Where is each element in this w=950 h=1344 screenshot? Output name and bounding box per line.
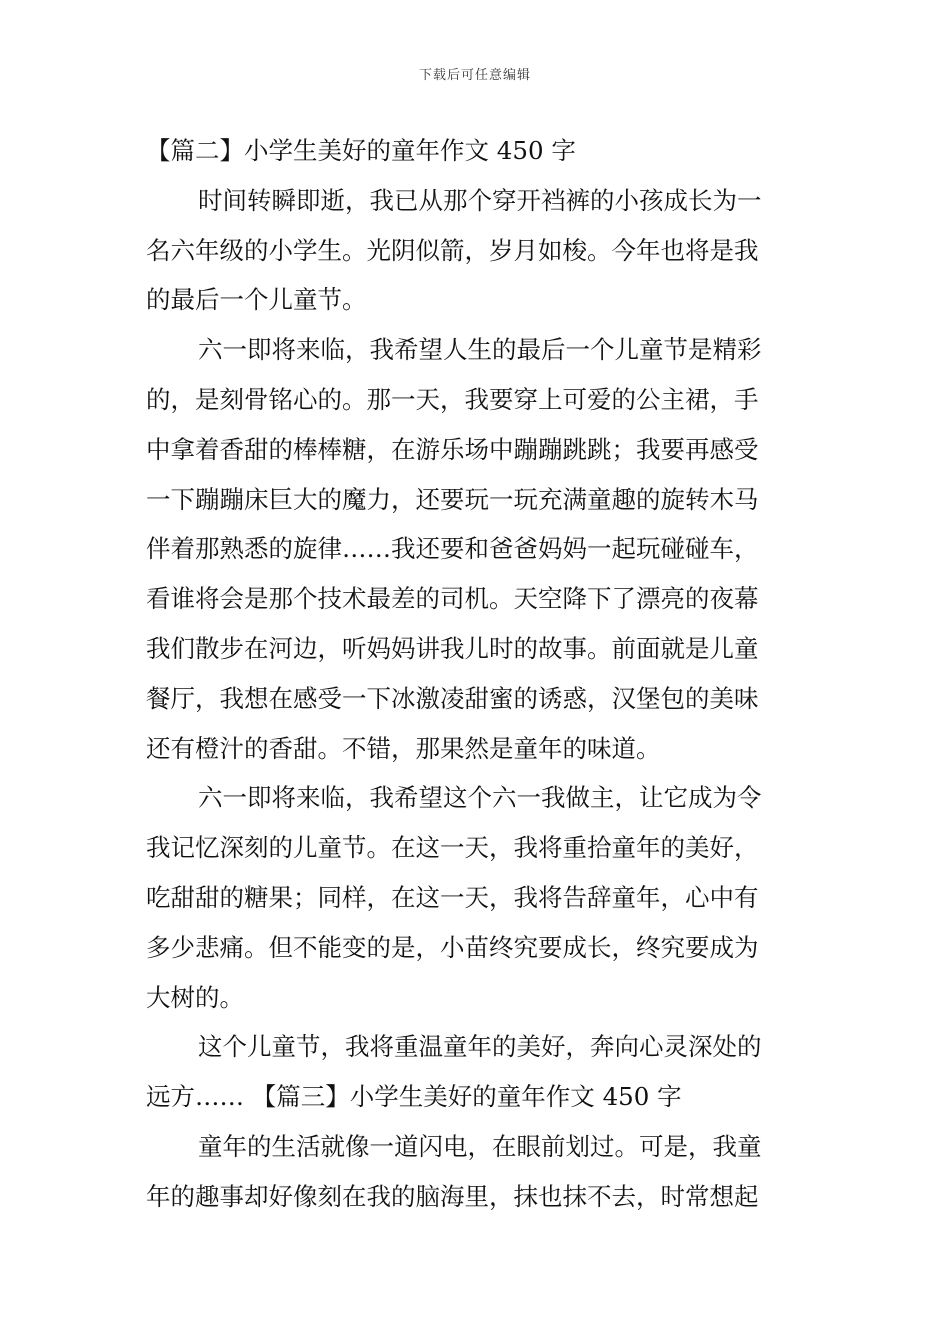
text-line: 这个儿童节，我将重温童年的美好，奔向心灵深处的: [198, 1032, 762, 1062]
text-line: 远方…… 【篇三】小学生美好的童年作文 450 字: [146, 1082, 682, 1112]
text-line: 六一即将来临，我希望人生的最后一个儿童节是精彩: [198, 335, 762, 365]
text-line: 伴着那熟悉的旋律……我还要和爸爸妈妈一起玩碰碰车，: [146, 534, 759, 564]
text-line: 我记忆深刻的儿童节。在这一天，我将重拾童年的美好，: [146, 833, 759, 863]
text-line: 一下蹦蹦床巨大的魔力，还要玩一玩充满童趣的旋转木马: [146, 484, 759, 514]
text-line: 看谁将会是那个技术最差的司机。天空降下了漂亮的夜幕: [146, 584, 759, 614]
text-line: 的最后一个儿童节。: [146, 285, 367, 315]
text-line: 时间转瞬即逝，我已从那个穿开裆裤的小孩成长为一: [198, 185, 762, 215]
text-line: 童年的生活就像一道闪电，在眼前划过。可是，我童: [198, 1131, 762, 1161]
text-line: 吃甜甜的糖果；同样，在这一天，我将告辞童年，心中有: [146, 882, 759, 912]
text-line: 的，是刻骨铭心的。那一天，我要穿上可爱的公主裙，手: [146, 384, 759, 414]
text-line: 还有橙汁的香甜。不错，那果然是童年的味道。: [146, 733, 661, 763]
text-line: 我们散步在河边，听妈妈讲我儿时的故事。前面就是儿童: [146, 633, 759, 663]
text-line: 年的趣事却好像刻在我的脑海里，抹也抹不去，时常想起: [146, 1181, 759, 1211]
page-header: 下载后可任意编辑: [418, 68, 531, 83]
text-line: 大树的。: [146, 982, 244, 1012]
text-line: 多少悲痛。但不能变的是，小苗终究要成长，终究要成为: [146, 932, 759, 962]
text-line: 六一即将来临，我希望这个六一我做主，让它成为令: [198, 783, 762, 813]
section-title: 【篇二】小学生美好的童年作文 450 字: [146, 136, 576, 165]
text-line: 名六年级的小学生。光阴似箭，岁月如梭。今年也将是我: [146, 235, 759, 265]
document-body: [146, 126, 814, 1222]
text-line: 中拿着香甜的棒棒糖，在游乐场中蹦蹦跳跳；我要再感受: [146, 434, 759, 464]
text-line: 餐厅，我想在感受一下冰激凌甜蜜的诱惑，汉堡包的美味: [146, 683, 759, 713]
